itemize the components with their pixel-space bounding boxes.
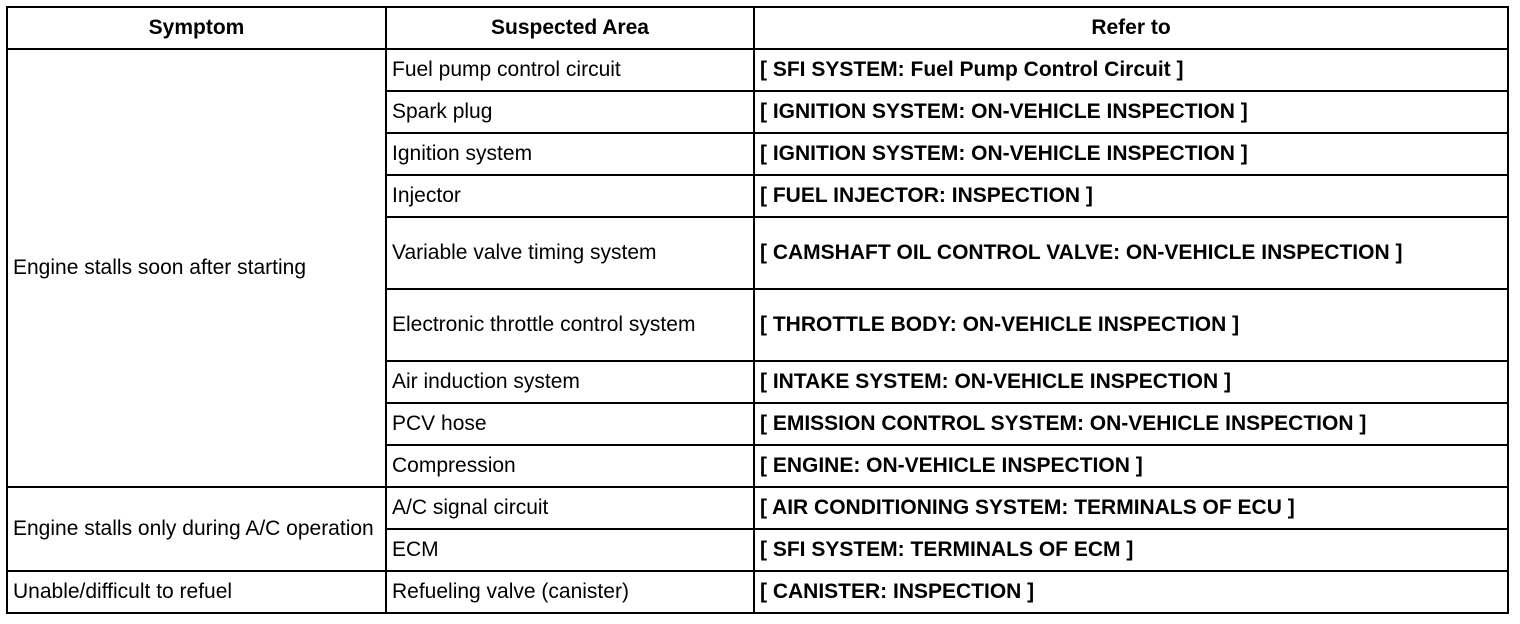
header-suspected-area: Suspected Area <box>386 7 754 49</box>
header-symptom: Symptom <box>7 7 386 49</box>
suspected-area-cell: Ignition system <box>386 133 754 175</box>
table-row <box>7 49 1508 91</box>
refer-to-link[interactable]: [ SFI SYSTEM: Fuel Pump Control Circuit ] <box>754 49 1508 91</box>
suspected-area-cell: ECM <box>386 529 754 571</box>
symptom-cell: Unable/difficult to refuel <box>7 571 386 613</box>
refer-to-link[interactable]: [ IGNITION SYSTEM: ON-VEHICLE INSPECTION ] <box>754 91 1508 133</box>
refer-to-link[interactable]: [ CANISTER: INSPECTION ] <box>754 571 1508 613</box>
suspected-area-cell: PCV hose <box>386 403 754 445</box>
suspected-area-cell: Variable valve timing system <box>386 217 754 289</box>
refer-to-link[interactable]: [ EMISSION CONTROL SYSTEM: ON-VEHICLE INSPECTION ] <box>754 403 1508 445</box>
refer-to-link[interactable]: [ SFI SYSTEM: TERMINALS OF ECM ] <box>754 529 1508 571</box>
symptom-cell: Engine stalls only during A/C operation <box>7 487 386 571</box>
table-row <box>7 571 1508 613</box>
suspected-area-cell: Fuel pump control circuit <box>386 49 754 91</box>
problem-symptoms-table <box>6 6 1509 614</box>
symptom-cell: Engine stalls soon after starting <box>7 49 386 487</box>
refer-to-link[interactable]: [ AIR CONDITIONING SYSTEM: TERMINALS OF ECU ] <box>754 487 1508 529</box>
suspected-area-cell: Injector <box>386 175 754 217</box>
refer-to-link[interactable]: [ INTAKE SYSTEM: ON-VEHICLE INSPECTION ] <box>754 361 1508 403</box>
suspected-area-cell: A/C signal circuit <box>386 487 754 529</box>
suspected-area-cell: Air induction system <box>386 361 754 403</box>
refer-to-link[interactable]: [ FUEL INJECTOR: INSPECTION ] <box>754 175 1508 217</box>
table-row <box>7 487 1508 529</box>
refer-to-link[interactable]: [ CAMSHAFT OIL CONTROL VALVE: ON-VEHICLE INSPECTION ] <box>754 217 1508 289</box>
header-refer-to: Refer to <box>754 7 1508 49</box>
suspected-area-cell: Refueling valve (canister) <box>386 571 754 613</box>
refer-to-link[interactable]: [ IGNITION SYSTEM: ON-VEHICLE INSPECTION ] <box>754 133 1508 175</box>
suspected-area-cell: Spark plug <box>386 91 754 133</box>
refer-to-link[interactable]: [ ENGINE: ON-VEHICLE INSPECTION ] <box>754 445 1508 487</box>
suspected-area-cell: Electronic throttle control system <box>386 289 754 361</box>
suspected-area-cell: Compression <box>386 445 754 487</box>
refer-to-link[interactable]: [ THROTTLE BODY: ON-VEHICLE INSPECTION ] <box>754 289 1508 361</box>
header-row <box>7 7 1508 49</box>
